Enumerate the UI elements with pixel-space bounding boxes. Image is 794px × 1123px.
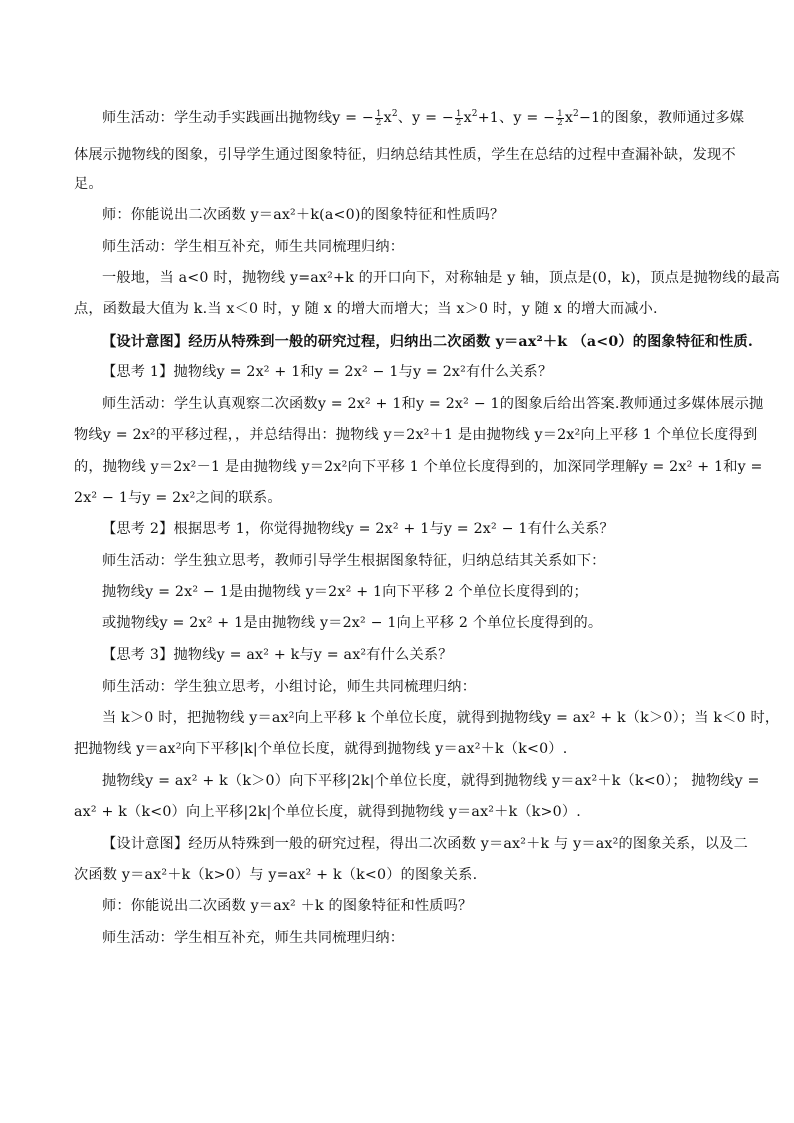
paragraph-line: 的，抛物线 y＝2x²－1 是由抛物线 y＝2x²向下平移 1 个单位长度得到的，加深同学理解y = 2x² + 1和y = <box>74 459 763 475</box>
paragraph-line: 师生活动：学生独立思考，教师引导学生根据图象特征，归纳总结其关系如下： <box>102 553 606 569</box>
paragraph-line: 师生活动：学生相互补充，师生共同梳理归纳： <box>102 239 405 255</box>
paragraph-line: 或抛物线y = 2x² + 1是由抛物线 y＝2x² − 1向上平移 2 个单位长度得到的。 <box>102 615 603 631</box>
paragraph-line: 抛物线y = 2x² − 1是由抛物线 y＝2x² + 1向下平移 2 个单位长度得到的； <box>102 584 588 600</box>
paragraph-line: 2x² − 1与y = 2x²之间的联系。 <box>74 490 282 506</box>
fraction: $\frac{1}{2}$ <box>557 108 563 128</box>
text-run: x <box>463 110 472 126</box>
text-run: x <box>383 110 392 126</box>
paragraph-line: 把抛物线 y＝ax²向下平移|k|个单位长度，就得到抛物线 y＝ax²＋k（k<0）. <box>74 741 568 757</box>
text-run: 、y = − <box>397 110 454 126</box>
design-intent-heading: 【设计意图】经历从特殊到一般的研究过程，归纳出二次函数 y＝ax²＋k （a<0）的图象特征和性质. <box>102 334 754 350</box>
paragraph-line: 抛物线y = ax² + k（k＞0）向下平移|2k|个单位长度，就得到抛物线 y＝ax²＋k（k<0）； 抛物线y = <box>102 773 760 789</box>
paragraph-line: 师生活动：学生相互补充，师生共同梳理归纳： <box>102 930 405 946</box>
paragraph-line: 物线y = 2x²的平移过程，，并总结得出：抛物线 y＝2x²＋1 是由抛物线 y＝2x²向上平移 1 个单位长度得到 <box>74 427 758 443</box>
paragraph-line: 一般地，当 a<0 时，抛物线 y=ax²+k 的开口向下，对称轴是 y 轴，顶点是(0，k)，顶点是抛物线的最高 <box>102 270 780 286</box>
paragraph-line: 师：你能说出二次函数 y＝ax²＋k(a<0)的图象特征和性质吗？ <box>102 207 505 223</box>
thinking-question: 【思考 2】根据思考 1，你觉得抛物线y = 2x² + 1与y = 2x² − 1有什么关系？ <box>102 521 614 537</box>
paragraph-line: 师：你能说出二次函数 y＝ax² ＋k 的图象特征和性质吗？ <box>102 898 473 914</box>
paragraph-line: 点，函数最大值为 k.当 x＜0 时，y 随 x 的增大而增大；当 x＞0 时，y 随 x 的增大而减小. <box>74 301 658 317</box>
paragraph-line: 足。 <box>74 176 103 192</box>
thinking-question: 【思考 1】抛物线y = 2x² + 1和y = 2x² − 1与y = 2x²有什么关系？ <box>102 364 553 380</box>
fraction: $\frac{1}{2}$ <box>455 108 462 128</box>
thinking-question: 【思考 3】抛物线y = ax² + k与y = ax²有什么关系？ <box>102 647 453 663</box>
text-run: +1、y = − <box>477 110 556 126</box>
paragraph-line: 次函数 y＝ax²＋k（k>0）与 y=ax² + k（k<0）的图象关系. <box>74 867 478 883</box>
text-run: −1的图象，教师通过多媒 <box>578 110 745 126</box>
design-intent-paragraph: 【设计意图】经历从特殊到一般的研究过程，得出二次函数 y＝ax²＋k 与 y＝ax²的图象关系，以及二 <box>102 836 748 852</box>
paragraph-line: 师生活动：学生认真观察二次函数y = 2x² + 1和y = 2x² − 1的图象后给出答案.教师通过多媒体展示抛 <box>102 396 764 412</box>
text-run: 师生活动：学生动手实践画出抛物线y = − <box>102 110 375 126</box>
paragraph-line: 体展示抛物线的图象，引导学生通过图象特征，归纳总结其性质，学生在总结的过程中查漏补缺，发现不 <box>74 147 736 163</box>
paragraph-line: 师生活动：学生独立思考，小组讨论，师生共同梳理归纳： <box>102 679 477 695</box>
text-run: x <box>564 110 574 126</box>
paragraph-line: 师生活动：学生动手实践画出抛物线y = − $\frac{1}{2}$ $x^2$、y = − $\frac{1}{2}$ $x^2+1$、y = − $\frac{1}{2}$ $x^2-1$的图象，教师通过多媒 <box>102 108 745 128</box>
fraction: $\frac{1}{2}$ <box>376 108 382 128</box>
paragraph-line: ax² + k（k<0）向上平移|2k|个单位长度，就得到抛物线 y＝ax²＋k（k>0）. <box>74 804 581 820</box>
paragraph-line: 当 k＞0 时，把抛物线 y＝ax²向上平移 k 个单位长度，就得到抛物线y = ax² + k（k＞0）；当 k＜0 时， <box>102 710 780 726</box>
